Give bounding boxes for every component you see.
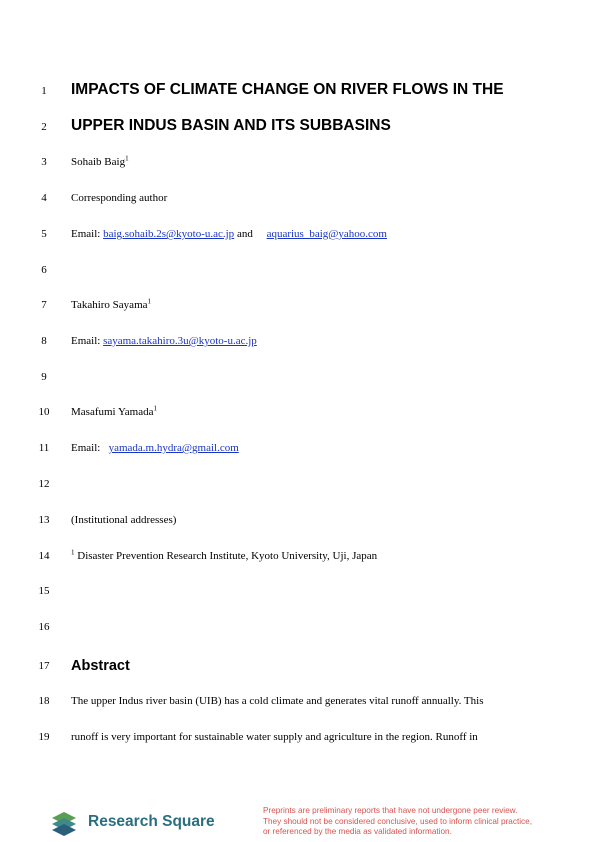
email-link[interactable]: aquarius_baig@yahoo.com [266, 228, 387, 240]
affiliation-marker: 1 [153, 404, 157, 413]
abstract-heading: Abstract [71, 658, 130, 674]
email-label: Email: [71, 442, 101, 454]
institutional-addresses-label: (Institutional addresses) [71, 514, 177, 526]
author-name-text: Sohaib Baig [71, 156, 126, 168]
abstract-line: The upper Indus river basin (UIB) has a cold climate and generates vital runoff annually. This [71, 695, 484, 707]
research-square-logo-icon [50, 810, 82, 838]
line-number: 19 [38, 731, 50, 743]
line-number: 15 [38, 585, 50, 597]
email-line [71, 227, 541, 241]
author-name-text: Masafumi Yamada [71, 406, 154, 418]
research-square-logo[interactable] [50, 808, 230, 838]
line-number: 3 [41, 156, 47, 168]
line-number: 13 [38, 514, 50, 526]
disclaimer-line: They should not be considered conclusive, used to inform clinical practice, [263, 816, 532, 826]
line-number: 18 [38, 695, 50, 707]
line-number: 12 [38, 478, 50, 490]
author-name-text: Takahiro Sayama [71, 299, 148, 311]
affiliation-marker: 1 [71, 548, 75, 557]
line-number: 9 [41, 371, 47, 383]
preprint-disclaimer [263, 806, 563, 838]
author-name [71, 298, 541, 312]
author-name [71, 405, 541, 419]
line-number: 11 [38, 442, 50, 454]
line-number: 7 [41, 299, 47, 311]
affiliation-marker: 1 [147, 297, 152, 306]
email-link[interactable]: baig.sohaib.2s@kyoto-u.ac.jp [103, 228, 235, 240]
line-number: 2 [41, 121, 47, 133]
email-line [71, 441, 541, 455]
line-number: 16 [38, 621, 50, 633]
disclaimer-line: Preprints are preliminary reports that have not undergone peer review. [263, 806, 518, 815]
line-number: 6 [41, 264, 47, 276]
affiliation-marker: 1 [125, 154, 129, 163]
abstract-line: runoff is very important for sustainable water supply and agriculture in the region. Runoff in [71, 731, 478, 743]
email-line [71, 334, 541, 348]
author-name [71, 155, 541, 169]
line-number: 5 [41, 228, 47, 240]
line-number: 1 [41, 85, 47, 97]
corresponding-author-note: Corresponding author [71, 192, 168, 204]
email-link[interactable]: sayama.takahiro.3u@kyoto-u.ac.jp [103, 335, 257, 347]
email-label: Email: [71, 335, 104, 347]
line-number: 4 [41, 192, 47, 204]
email-link[interactable]: yamada.m.hydra@gmail.com [108, 442, 239, 454]
line-number: 14 [38, 550, 50, 562]
line-number: 17 [38, 660, 50, 672]
affiliation-text: Disaster Prevention Research Institute, Kyoto University, Uji, Japan [74, 550, 378, 562]
line-number: 8 [41, 335, 47, 347]
email-label: Email: [71, 228, 104, 240]
email-separator: and [234, 228, 253, 240]
line-number: 10 [38, 406, 50, 418]
paper-title-line-1: IMPACTS OF CLIMATE CHANGE ON RIVER FLOWS IN THE [71, 81, 504, 98]
affiliation [71, 549, 541, 563]
paper-title-line-2: UPPER INDUS BASIN AND ITS SUBBASINS [71, 117, 391, 134]
disclaimer-line: or referenced by the media as validated information. [263, 827, 452, 836]
research-square-wordmark: Research Square [88, 813, 215, 830]
